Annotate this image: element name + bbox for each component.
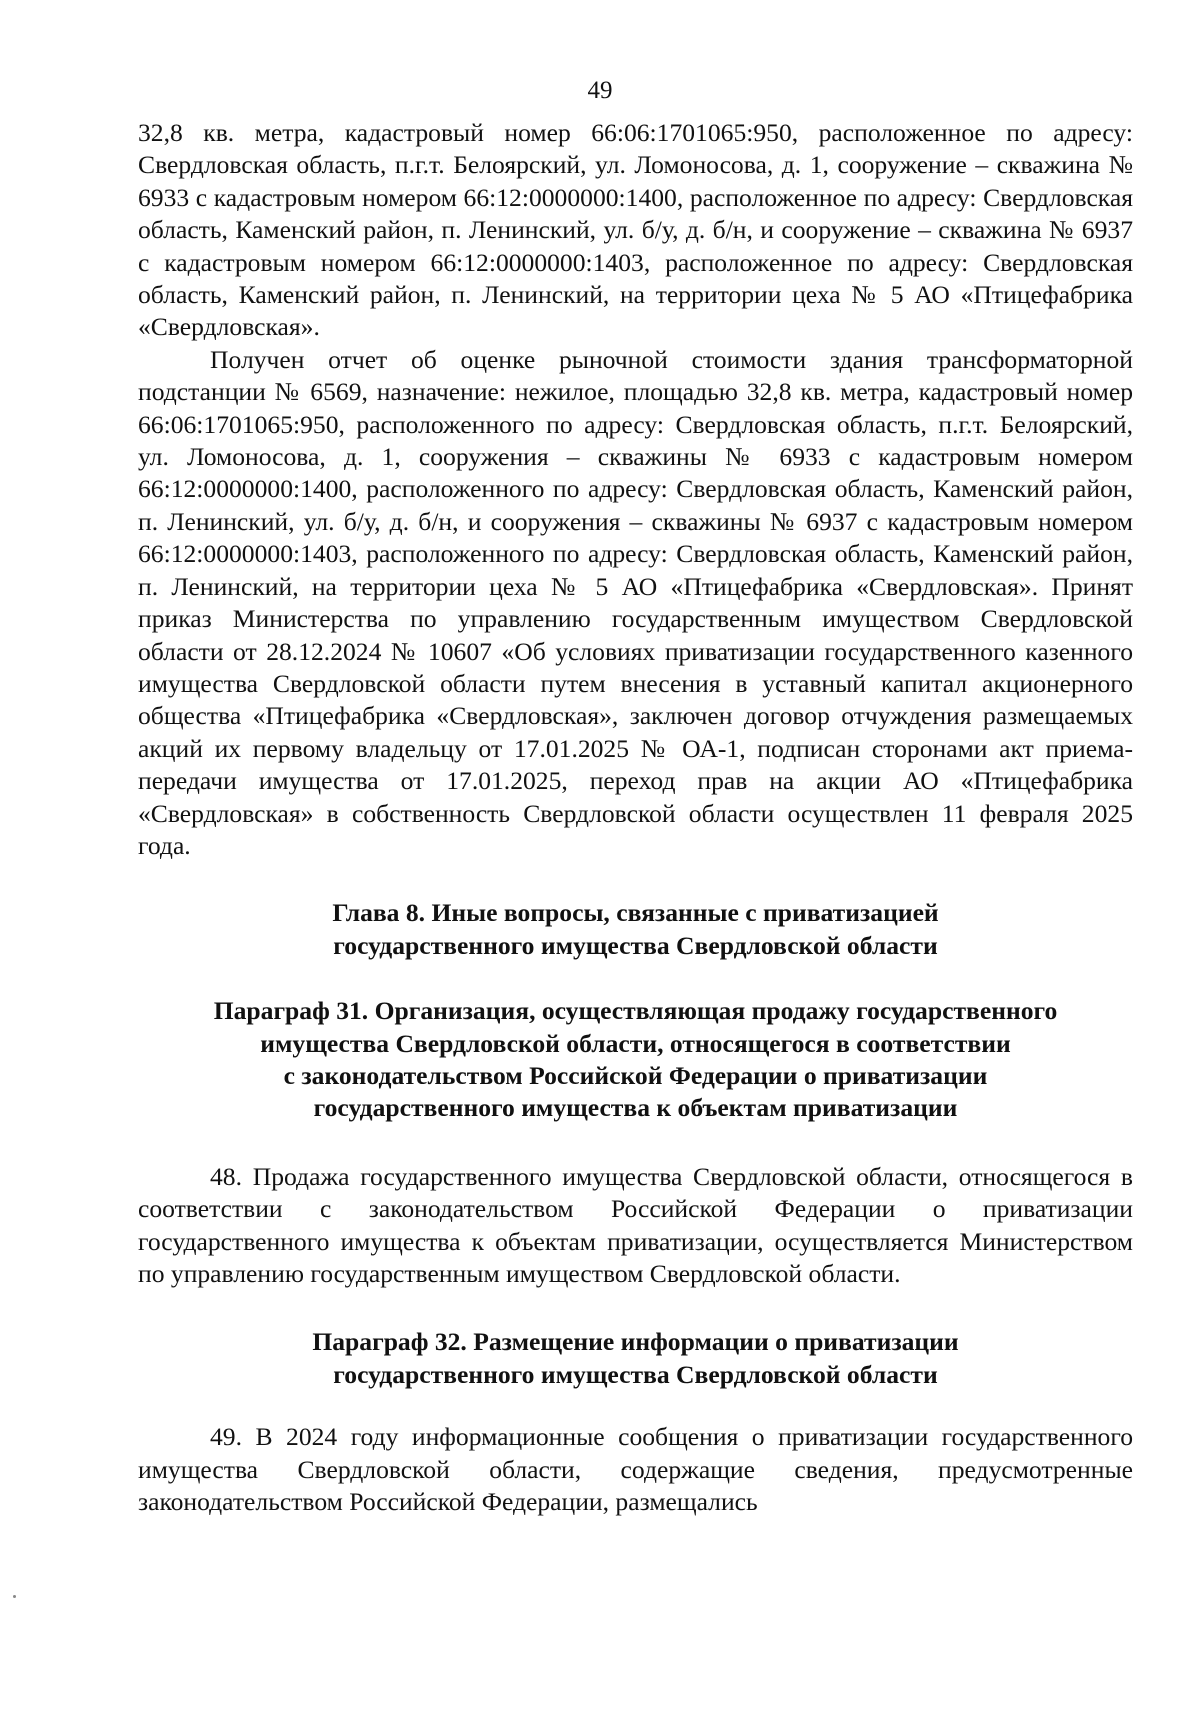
paragraph-32-heading [138, 1326, 1133, 1391]
heading-line: государственного имущества Свердловской области [333, 930, 938, 960]
paragraph-49: 49. В 2024 году информационные сообщения о приватизации государственного имущества Свердловской области, содержащие сведения, предусмотренные законодательством Российской Федерации, размещались [138, 1422, 1133, 1517]
heading-line: государственного имущества Свердловской области [333, 1359, 938, 1389]
heading-line: имущества Свердловской области, относящегося в соответствии [260, 1028, 1011, 1058]
paragraph-continuation: 32,8 кв. метра, кадастровый номер 66:06:1701065:950, расположенное по адресу: Свердловская область, п.г.т. Белоярский, ул. Ломоносова, д. 1, сооружение – скважина № 6933 с кадастровым номером 66:12:0000000:1400, расположенное по адресу: Свердловская область, Каменский район, п. Ленинский, ул. б/у, д. б/н, и сооружение – скважина № 6937 с кадастровым номером 66:12:0000000:1403, расположенное по адресу: Свердловская область, Каменский район, п. Ленинский, на территории цеха № 5 АО «Птицефабрика «Свердловская». [138, 118, 1133, 342]
heading-line: с законодательством Российской Федерации о приватизации [283, 1060, 988, 1090]
heading-line: Глава 8. Иные вопросы, связанные с приватизацией [332, 898, 939, 928]
paragraph-31-heading [138, 995, 1133, 1125]
paragraph-valuation-report: Получен отчет об оценке рыночной стоимости здания трансформаторной подстанции № 6569, назначение: нежилое, площадью 32,8 кв. метра, кадастровый номер 66:06:1701065:950, расположенного по адресу: Свердловская область, п.г.т. Белоярский, ул. Ломоносова, д. 1, сооружения – скважины № 6933 с кадастровым номером 66:12:0000000:1400, расположенного по адресу: Свердловская область, Каменский район, п. Ленинский, ул. б/у, д. б/н, и сооружения – скважины № 6937 с кадастровым номером 66:12:0000000:1403, расположенного по адресу: Свердловская область, Каменский район, п. Ленинский, на территории цеха № 5 АО «Птицефабрика «Свердловская». Принят приказ Министерства по управлению государственным имуществом Свердловской области от 28.12.2024 № 10607 «Об условиях приватизации государственного казенного имущества Свердловской области путем внесения в уставный капитал акционерного общества «Птицефабрика «Свердловская», заключен договор отчуждения размещаемых акций их первому владельцу от 17.01.2025 № ОА-1, подписан сторонами акт приема-передачи имущества от 17.01.2025, переход прав на акции АО «Птицефабрика «Свердловская» в собственность Свердловской области осуществлен 11 февраля 2025 года. [138, 344, 1133, 860]
heading-line: государственного имущества к объектам приватизации [313, 1093, 958, 1123]
paragraph-48: 48. Продажа государственного имущества Свердловской области, относящегося в соответствии с законодательством Российской Федерации о приватизации государственного имущества к объектам приватизации, осуществляется Министерством по управлению государственным имуществом Свердловской области. [138, 1161, 1133, 1288]
document-body [138, 117, 1133, 1518]
page-number: 49 [587, 77, 613, 104]
scan-dot-mark [13, 1595, 16, 1598]
heading-line: Параграф 31. Организация, осуществляющая продажу государственного [213, 996, 1058, 1026]
chapter-8-heading [138, 897, 1133, 962]
heading-line: Параграф 32. Размещение информации о приватизации [312, 1327, 959, 1357]
